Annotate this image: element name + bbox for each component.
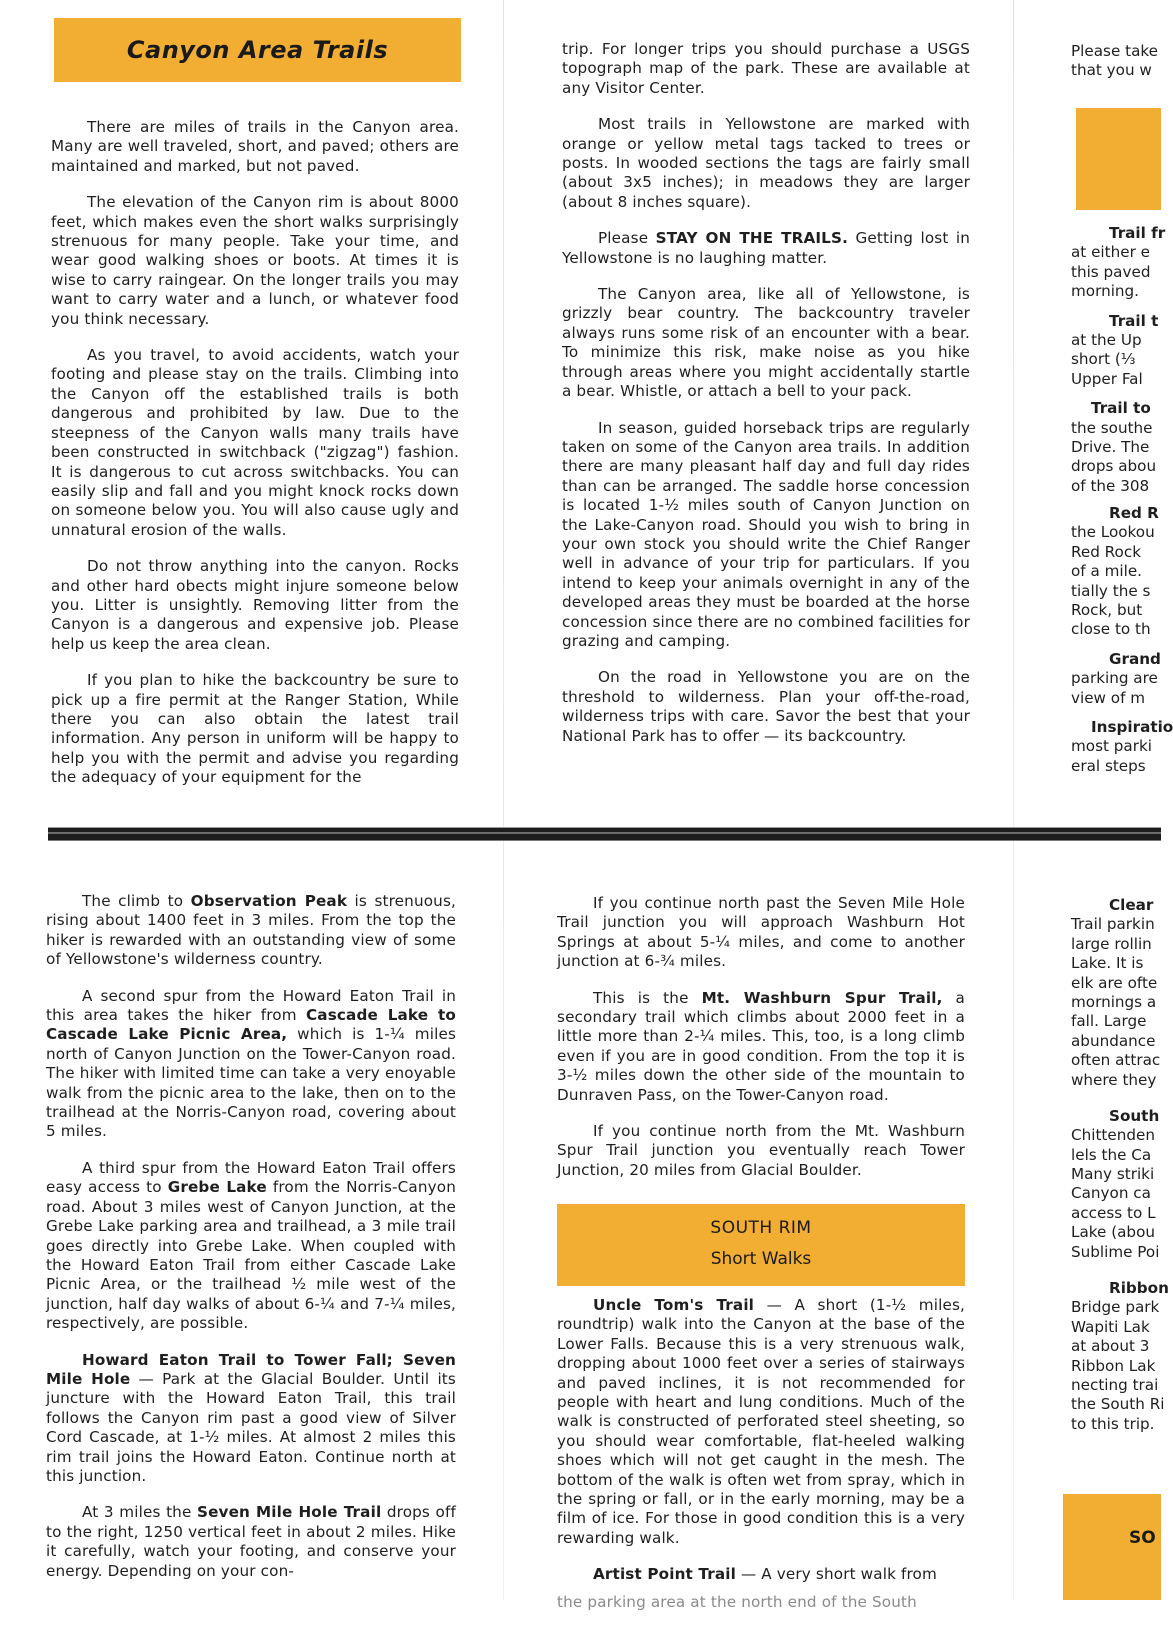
panel-fold — [503, 0, 504, 1600]
emphasis: STAY ON THE TRAILS. — [655, 229, 849, 248]
panel-fold — [1013, 0, 1014, 1600]
fold-divider-highlight — [48, 832, 1161, 834]
paragraph: Please STAY ON THE TRAILS. Getting lost in Yellowstone is no laughing matter. — [562, 229, 970, 267]
spacer — [1071, 1090, 1161, 1107]
panel-5-text — [557, 894, 965, 1197]
paragraph: On the road in Yellowstone you are on the threshold to wilderness. Plan your off-the-road, wilderness trips with care. Savor the best that your National Park has to offer — its backcountry. — [562, 668, 970, 745]
paragraph: Howard Eaton Trail to Tower Fall; Seven Mile Hole — Park at the Glacial Boulder. Until its juncture with the Howard Eaton Trail, this trail follows the Canyon rim past a good view of Silver Cord Cascade, at 1-½ miles. At almost 2 miles this rim trail joins the Howard Eaton. Continue north at this junction. — [46, 1350, 456, 1485]
trail-name: Mt. Washburn Spur Trail, — [701, 988, 943, 1007]
trail-name: Observation Peak — [190, 892, 348, 910]
paragraph: The climb to Observation Peak is strenuous, rising about 1400 feet in 3 miles. From the top the hiker is rewarded with an outstanding view of some of Yellowstone's wilderness country. — [46, 892, 456, 969]
paragraph: The elevation of the Canyon rim is about 8000 feet, which makes even the short walks surprisingly strenuous for many people. Take your time, and wear good walking shoes or boots. At times it is wise to carry raingear. On the longer trails you may want to carry water and a lunch, or whatever food you think necessary. — [51, 193, 459, 328]
paragraph: trip. For longer trips you should purchase a USGS topograph map of the park. These are available at any Visitor Center. — [562, 40, 970, 97]
trail-name: Howard Eaton Trail to Tower Fall; Seven Mile Hole — [46, 1350, 456, 1388]
trail-name: Artist Point Trail — [593, 1565, 736, 1584]
paragraph: At 3 miles the Seven Mile Hole Trail drops off to the right, 1250 vertical feet in about 2 miles. Hike it carefully, watch your footing, and conserve your energy. Depending on your con- — [46, 1503, 456, 1580]
panel-6-text: Clear Trail parkin large rollin Lake. It is elk are ofte mornings a fall. Large abundance often attrac where they South Chittenden lels the Ca Many striki Canyon ca access to L Lake (abou Sublime Poi Ribbon Bridge park Wapiti Lak at about 3 Ribbon Lak necting trai the South Ri to this trip. — [1071, 896, 1169, 1433]
paragraph: As you travel, to avoid accidents, watch your footing and please stay on the trails. Climbing into the Canyon off the established trails is both dangerous and prohibited by law. Due to the steepness of the Canyon walls many trails have been constructed in switchback ("zigzag") fashion. It is dangerous to cut across switchbacks. You can easily slip and fall and you might knock rocks down on someone below you. You will also cause ugly and unnatural erosion of the walls. — [51, 346, 459, 539]
canyon-area-trails-heading — [54, 18, 461, 82]
spacer — [1071, 1262, 1161, 1279]
panel-5-south-rim-text — [557, 1296, 965, 1629]
paragraph: A second spur from the Howard Eaton Trail in this area takes the hiker from Cascade Lake to Cascade Lake Picnic Area, which is 1-¼ miles north of Canyon Junction on the Tower-Canyon road. The hiker with limited time can take a very enoyable walk from the picnic area to the lake, then on to the trailhead at the Norris-Canyon road, covering about 5 miles. — [46, 986, 457, 1141]
paragraph: The Canyon area, like all of Yellowstone, is grizzly bear country. The backcountry traveler always runs some risk of an encounter with a bear. To minimize this risk, make noise as you hike through areas where you might accidentally startle a bear. Whistle, or attach a bell to your pack. — [562, 285, 970, 401]
section-title-fragment: SO — [1129, 1528, 1156, 1548]
paragraph: In season, guided horseback trips are regularly taken on some of the Canyon area trails. In addition there are many pleasant half day and full day rides than can be arranged. The saddle horse concession is located 1-½ miles south of Canyon Junction on the Lake-Canyon road. Should you wish to bring in your own stock you should write the Chief Ranger well in advance of your trip for particulars. If you intend to keep your animals overnight in any of the developed areas they must be boarded at the horse concession since there are no combined facilities for grazing and camping. — [562, 418, 970, 650]
section-subtitle: Short Walks — [710, 1249, 812, 1269]
paragraph: Do not throw anything into the canyon. Rocks and other hard obects might injure someone below you. Litter is unsightly. Removing litter from the Canyon is a dangerous and expensive job. Please help us keep the area clean. — [51, 557, 459, 653]
paragraph: If you continue north from the Mt. Washburn Spur Trail junction you eventually reach Tower Junction, 20 miles from Glacial Boulder. — [557, 1122, 965, 1179]
page-title: Canyon Area Trails — [126, 36, 389, 64]
fold-divider-bar — [48, 828, 1161, 840]
paragraph: There are miles of trails in the Canyon area. Many are well traveled, short, and paved; others are maintained and marked, but not paved. — [51, 118, 459, 175]
panel-1-text — [51, 118, 459, 805]
paragraph: Most trails in Yellowstone are marked with orange or yellow metal tags tacked to trees or posts. In wooded sections the tags are fairly small (about 3x5 inches); in meadows they are larger (about 8 inches square). — [562, 115, 970, 211]
panel-2-text — [562, 40, 970, 763]
south-rim-heading — [557, 1204, 965, 1286]
trail-name: Grebe Lake — [167, 1178, 267, 1197]
panel-3-text: Trail fr at either e this paved morning. Trail t at the Up short (⅓ Upper Fal Trail to the southe Drive. The drops abou of the 308 Red R the Lookou Red Rock of a mile. tially the s Rock, but close to th Grand parking are view of m Inspiratio most parki eral steps — [1071, 224, 1173, 775]
paragraph-cutoff: the parking area at the north end of the South — [557, 1592, 917, 1611]
trail-name: Cascade Lake to Cascade Lake Picnic Area, — [46, 1006, 457, 1044]
trail-name: Seven Mile Hole Trail — [197, 1503, 382, 1522]
orange-heading-box — [1063, 1494, 1161, 1600]
orange-heading-box — [1076, 108, 1161, 210]
paragraph: A third spur from the Howard Eaton Trail offers easy access to Grebe Lake from the Norris-Canyon road. About 3 miles west of Canyon Junction, at the Grebe Lake parking area and trailhead, a 3 mile trail goes directly into Grebe Lake. When coupled with the Howard Eaton Trail from either Cascade Lake Picnic Area, or the trailhead ½ mile west of the junction, half day walks of about 6-¼ and 7-¼ miles, respectively, are possible. — [46, 1158, 456, 1333]
paragraph: Uncle Tom's Trail — A short (1-½ miles, roundtrip) walk into the Canyon at the base of the Lower Falls. Because this is a very strenuous walk, dropping about 1000 feet over a series of stairways and paved inclines, it is not recommended for people with heart and lung conditions. Much of the walk is constructed of perforated steel sheeting, so you should wear comfortable, flat-heeled walking shoes which will not get caught in the mesh. The bottom of the walk is often wet from spray, which in the spring or fall, or in the early morning, may be a film of ice. For those in good condition this is a very rewarding walk. — [557, 1296, 965, 1547]
paragraph: If you plan to hike the backcountry be sure to pick up a fire permit at the Ranger Station, While there you can also obtain the latest trail information. Any person in uniform will be happy to help you with the permit and advise you regarding the adequacy of your equipment for the — [51, 671, 459, 787]
paragraph: This is the Mt. Washburn Spur Trail, a secondary trail which climbs about 2000 feet in a little more than 2-¼ miles. This, too, is a long climb even if you are in good condition. From the top it is 3-½ miles down the other side of the mountain to Dunraven Pass, on the Tower-Canyon road. — [557, 988, 966, 1104]
paragraph: If you continue north past the Seven Mile Hole Trail junction you will approach Washburn Hot Springs at about 5-¼ miles, and come to another junction at 6-¾ miles. — [557, 894, 965, 971]
panel-4-text — [46, 892, 456, 1598]
section-title: SOUTH RIM — [710, 1218, 812, 1238]
panel-3-intro: Please take that you w — [1071, 42, 1158, 80]
trail-name: Uncle Tom's Trail — [593, 1296, 755, 1314]
paragraph: Artist Point Trail — A very short walk from — [593, 1565, 937, 1584]
